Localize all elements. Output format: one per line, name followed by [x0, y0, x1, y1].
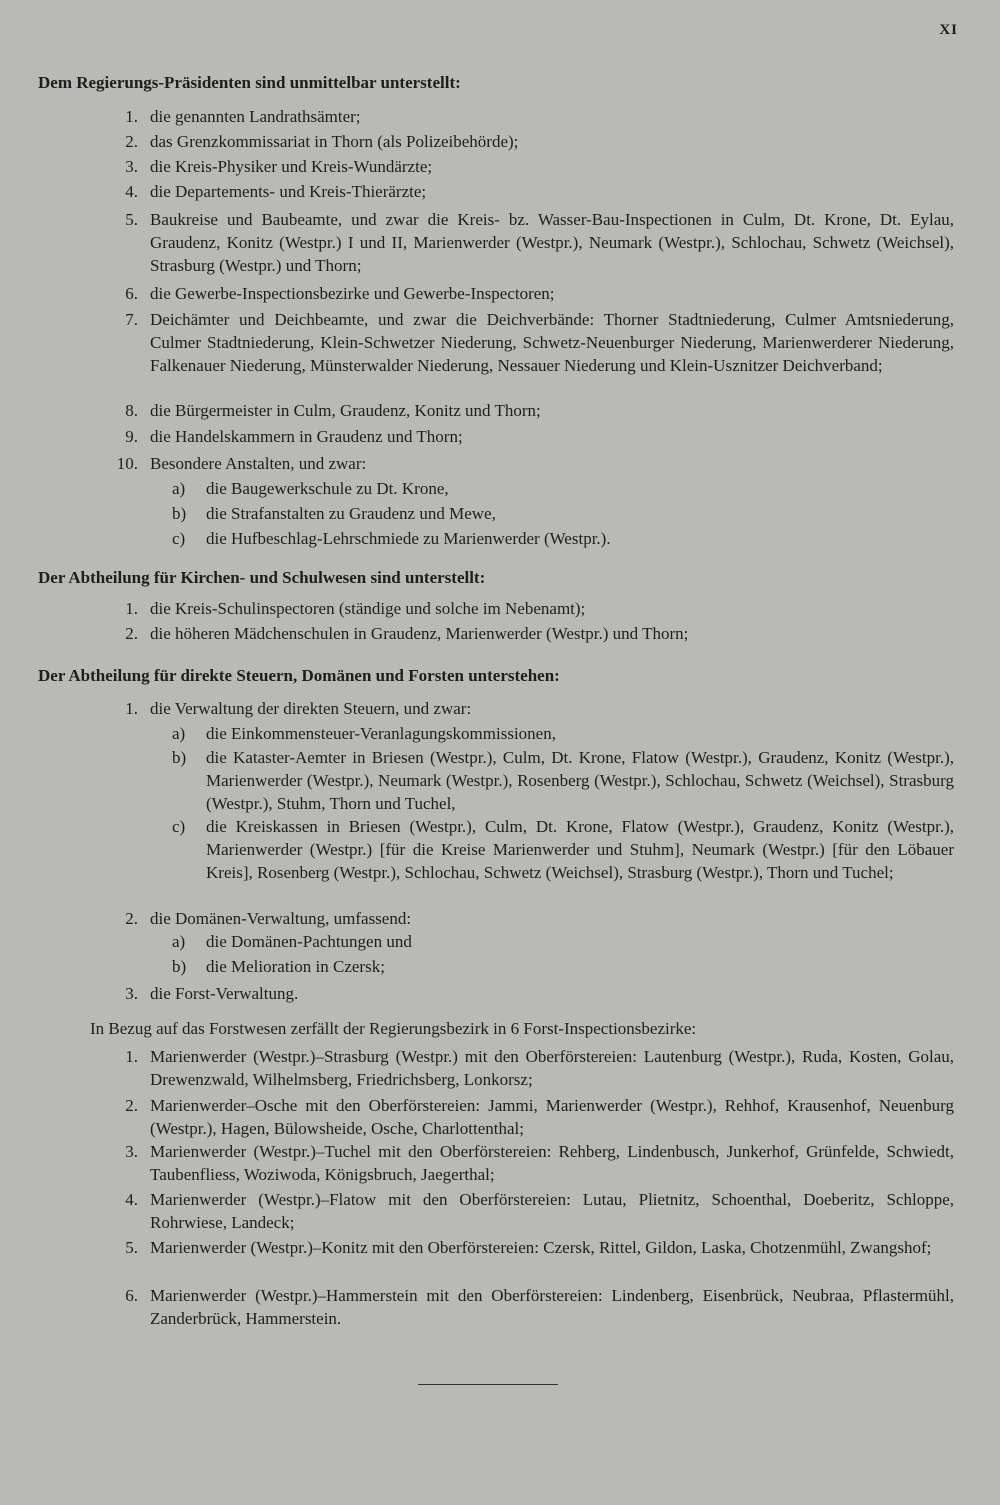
item-number: 1.	[125, 599, 138, 618]
list-item	[108, 1094, 954, 1140]
sub-item-letter: b)	[172, 957, 187, 976]
item-text: Marienwerder (Westpr.)–Hammerstein mit den Oberförstereien: Lindenberg, Eisenbrück, Neubraa, Pflastermühl, Zanderbrück, Hammerstein.	[150, 1286, 954, 1329]
item-number: 5.	[125, 210, 138, 229]
section-heading-praesident: Dem Regierungs-Präsidenten sind unmittelbar unterstellt:	[38, 73, 461, 92]
list-item	[108, 425, 954, 448]
item-text: Marienwerder (Westpr.)–Strasburg (Westpr.) mit den Oberförstereien: Lautenburg (Westpr.), Ruda, Kosten, Golau, Drewenzwald, Wilhelmsberg, Friedrichsberg, Lonkorsz;	[150, 1047, 954, 1090]
item-text: die höheren Mädchenschulen in Graudenz, Marienwerder (Westpr.) und Thorn;	[150, 624, 689, 643]
item-number: 6.	[125, 1286, 138, 1305]
item-text: Marienwerder (Westpr.)–Tuchel mit den Oberförstereien: Rehberg, Lindenbusch, Junkerhof, Grünfelde, Schwiedt, Taubenfliess, Woziwoda, Königsbruch, Jaegerthal;	[150, 1142, 954, 1185]
list-item	[108, 1188, 954, 1234]
list-item	[108, 697, 954, 720]
list-item	[108, 208, 954, 278]
sub-item-letter: b)	[172, 748, 187, 767]
item-number: 3.	[125, 1142, 138, 1161]
section-heading-kirchen-schulwesen: Der Abtheilung für Kirchen- und Schulwesen sind unterstellt:	[38, 568, 486, 587]
item-number: 4.	[125, 182, 138, 201]
list-item	[108, 155, 954, 178]
sub-item-letter: a)	[172, 932, 186, 951]
sub-item-letter: c)	[172, 817, 186, 836]
item-text: das Grenzkommissariat in Thorn (als Polizeibehörde);	[150, 132, 519, 151]
item-number: 3.	[125, 157, 138, 176]
list-item	[108, 180, 954, 203]
closing-rule	[418, 1384, 558, 1385]
item-text: Baukreise und Baubeamte, und zwar die Kreis- bz. Wasser-Bau-Inspectionen in Culm, Dt. Krone, Dt. Eylau, Graudenz, Konitz (Westpr.) I und II, Marienwerder (Westpr.), Neumark (Westpr.), Schlochau, Schwetz (Weichsel), Strasburg (Westpr.) und Thorn;	[150, 210, 954, 276]
item-number: 7.	[125, 310, 138, 329]
sub-item-text: die Strafanstalten zu Graudenz und Mewe,	[206, 504, 496, 523]
item-text: die genannten Landrathsämter;	[150, 107, 361, 126]
list-item	[108, 1045, 954, 1091]
item-number: 4.	[125, 1190, 138, 1209]
section-heading-steuern-domaenen-forsten: Der Abtheilung für direkte Steuern, Domänen und Forsten unterstehen:	[38, 666, 560, 685]
sub-item-letter: b)	[172, 504, 187, 523]
sub-item	[172, 502, 954, 525]
item-number: 2.	[125, 132, 138, 151]
sub-item-letter: a)	[172, 479, 186, 498]
list-item	[108, 622, 954, 645]
sub-item-text: die Baugewerkschule zu Dt. Krone,	[206, 479, 449, 498]
item-text: Deichämter und Deichbeamte, und zwar die Deichverbände: Thorner Stadtniederung, Culmer Amtsniederung, Culmer Stadtniederung, Klein-Schwetzer Niederung, Schwetz-Neuenburger Niederung, Marienwerderer Niederung, Falkenauer Niederung, Münsterwalder Niederung, Nessauer Niederung und Klein-Usznitzer Deichverband;	[150, 310, 954, 376]
item-text: die Gewerbe-Inspectionsbezirke und Gewerbe-Inspectoren;	[150, 284, 555, 303]
item-number: 10.	[116, 454, 138, 473]
forst-intro: In Bezug auf das Forstwesen zerfällt der Regierungsbezirk in 6 Forst-Inspectionsbezirke:	[90, 1019, 697, 1038]
list-item	[108, 597, 954, 620]
sub-item-text: die Kreiskassen in Briesen (Westpr.), Culm, Dt. Krone, Flatow (Westpr.), Graudenz, Konitz (Westpr.), Marienwerder (Westpr.) [für die Kreise Marienwerder und Stuhm], Neumark (Westpr.) [für den Löbauer Kreis], Rosenberg (Westpr.), Schlochau, Schwetz (Weichsel), Strasburg (Westpr.), Thorn und Tuchel;	[206, 817, 954, 883]
list-item	[108, 907, 954, 930]
item-text: die Departements- und Kreis-Thierärzte;	[150, 182, 427, 201]
list-item	[108, 1284, 954, 1330]
item-number: 5.	[125, 1238, 138, 1257]
sub-item-text: die Domänen-Pachtungen und	[206, 932, 412, 951]
page-number: XI	[939, 22, 958, 38]
list-item	[108, 1140, 954, 1186]
list-item	[108, 308, 954, 378]
item-text: die Bürgermeister in Culm, Graudenz, Konitz und Thorn;	[150, 401, 541, 420]
item-text: die Verwaltung der direkten Steuern, und zwar:	[150, 699, 472, 718]
item-number: 9.	[125, 427, 138, 446]
item-text: die Domänen-Verwaltung, umfassend:	[150, 909, 412, 928]
sub-item	[172, 930, 954, 953]
item-number: 6.	[125, 284, 138, 303]
item-number: 3.	[125, 984, 138, 1003]
item-text: die Kreis-Schulinspectoren (ständige und solche im Nebenamt);	[150, 599, 586, 618]
item-number: 1.	[125, 1047, 138, 1066]
sub-item	[172, 746, 954, 816]
list-item	[108, 452, 954, 475]
item-number: 2.	[125, 1096, 138, 1115]
sub-item-letter: c)	[172, 529, 186, 548]
list-item	[108, 282, 954, 305]
item-text: Besondere Anstalten, und zwar:	[150, 454, 367, 473]
item-text: Marienwerder (Westpr.)–Flatow mit den Oberförstereien: Lutau, Plietnitz, Schoenthal, Doeberitz, Schloppe, Rohrwiese, Landeck;	[150, 1190, 954, 1233]
sub-item-text: die Kataster-Aemter in Briesen (Westpr.), Culm, Dt. Krone, Flatow (Westpr.), Graudenz, Konitz (Westpr.), Marienwerder (Westpr.), Neumark (Westpr.), Rosenberg (Westpr.), Schlochau, Schwetz (Weichsel), Strasburg (Westpr.), Stuhm, Thorn und Tuchel,	[206, 748, 954, 814]
item-text: die Handelskammern in Graudenz und Thorn;	[150, 427, 463, 446]
list-item	[108, 982, 954, 1005]
item-text: die Forst-Verwaltung.	[150, 984, 299, 1003]
list-item	[108, 399, 954, 422]
item-text: Marienwerder–Osche mit den Oberförstereien: Jammi, Marienwerder (Westpr.), Rehhof, Krausenhof, Neuenburg (Westpr.), Hagen, Bülowsheide, Osche, Charlottenthal;	[150, 1096, 954, 1139]
item-number: 1.	[125, 107, 138, 126]
sub-item	[172, 955, 954, 978]
sub-item-text: die Melioration in Czersk;	[206, 957, 385, 976]
sub-item-text: die Hufbeschlag-Lehrschmiede zu Marienwerder (Westpr.).	[206, 529, 611, 548]
list-item	[108, 130, 954, 153]
sub-item	[172, 527, 954, 550]
item-text: die Kreis-Physiker und Kreis-Wundärzte;	[150, 157, 433, 176]
item-number: 1.	[125, 699, 138, 718]
sub-item	[172, 477, 954, 500]
sub-item	[172, 815, 954, 885]
item-number: 8.	[125, 401, 138, 420]
sub-item	[172, 722, 954, 745]
item-number: 2.	[125, 624, 138, 643]
sub-item-letter: a)	[172, 724, 186, 743]
item-number: 2.	[125, 909, 138, 928]
item-text: Marienwerder (Westpr.)–Konitz mit den Oberförstereien: Czersk, Rittel, Gildon, Laska, Chotzenmühl, Zwangshof;	[150, 1238, 932, 1257]
list-item	[108, 1236, 954, 1259]
sub-item-text: die Einkommensteuer-Veranlagungskommissionen,	[206, 724, 556, 743]
list-item	[108, 105, 954, 128]
